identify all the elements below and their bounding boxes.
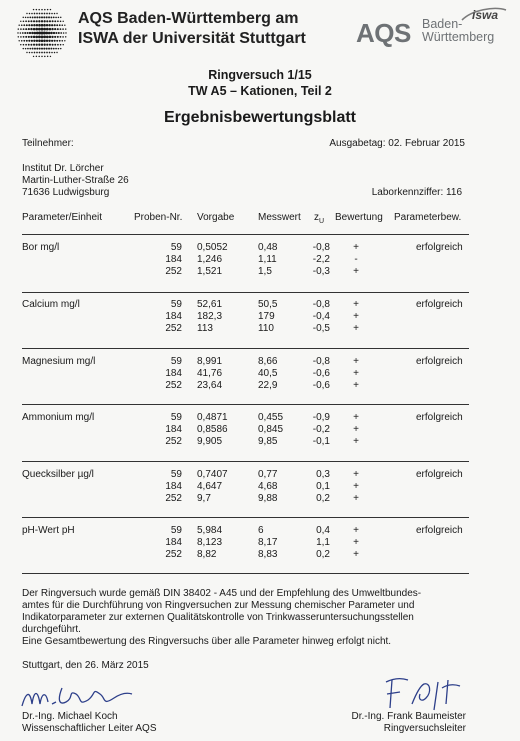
signer-left-name: Dr.-Ing. Michael Koch (22, 711, 118, 722)
table-rule (22, 234, 469, 235)
header-title-line1: AQS Baden-Württemberg am (78, 10, 299, 27)
footer-paragraph-line-1: Der Ringversuch wurde gemäß DIN 38402 - A45 und der Empfehlung des Umweltbundes- (22, 588, 422, 599)
zu-score: -0,8 (312, 356, 330, 367)
col-header-sample: Proben-Nr. (134, 212, 183, 223)
parameter-result: erfolgreich (416, 356, 463, 367)
aqs-bw-logo (356, 8, 506, 52)
measured-value: 4,68 (258, 481, 278, 492)
table-rule (22, 292, 469, 293)
parameter-name: Calcium mg/l (22, 299, 80, 310)
sample-number: 252 (165, 549, 182, 560)
table-rule (22, 461, 469, 462)
aqs-globe-logo (13, 7, 71, 59)
logo-iswa-text: iswa (472, 8, 499, 22)
measured-value: 0,48 (258, 242, 278, 253)
target-value: 0,4871 (197, 412, 228, 423)
measured-value: 8,17 (258, 537, 278, 548)
zu-score: -0,5 (312, 323, 330, 334)
target-value: 41,76 (197, 368, 223, 379)
parameter-name: pH-Wert pH (22, 525, 75, 536)
sample-number: 59 (170, 299, 182, 310)
table-rule (22, 348, 469, 349)
parameter-name: Quecksilber µg/l (22, 469, 94, 480)
zu-score: -0,8 (312, 299, 330, 310)
title-kationen: TW A5 – Kationen, Teil 2 (188, 84, 332, 98)
address-line-3: 71636 Ludwigsburg (22, 187, 110, 198)
sample-number: 184 (165, 424, 182, 435)
target-value: 0,5052 (197, 242, 228, 253)
col-header-param-rating: Parameterbew. (394, 212, 462, 223)
target-value: 0,8586 (197, 424, 228, 435)
sample-number: 59 (170, 242, 182, 253)
sample-number: 252 (165, 323, 182, 334)
logo-wuerttemberg-text: Württemberg (422, 30, 495, 44)
sample-number: 252 (165, 266, 182, 277)
rating-sign: + (353, 356, 359, 367)
target-value: 9,7 (197, 493, 211, 504)
zu-score: -0,9 (312, 412, 330, 423)
rating-sign: + (353, 481, 359, 492)
measured-value: 1,5 (258, 266, 272, 277)
title-ringversuch: Ringversuch 1/15 (208, 68, 312, 82)
zu-score: 0,2 (316, 549, 330, 560)
parameter-name: Magnesium mg/l (22, 356, 96, 367)
address-line-2: Martin-Luther-Straße 26 (22, 175, 129, 186)
sample-number: 252 (165, 493, 182, 504)
footer-paragraph-line-3: Indikatorparameter zur externen Qualitätskontrolle von Trinkwasseruntersuchungsstellen (22, 612, 414, 623)
measured-value: 9,88 (258, 493, 278, 504)
sample-number: 59 (170, 356, 182, 367)
signature-left (18, 680, 138, 714)
table-rule (22, 404, 469, 405)
sample-number: 59 (170, 469, 182, 480)
measured-value: 179 (258, 311, 275, 322)
sample-number: 184 (165, 254, 182, 265)
rating-sign: + (353, 537, 359, 548)
measured-value: 0,455 (258, 412, 284, 423)
col-header-param: Parameter/Einheit (22, 212, 103, 223)
rating-sign: + (353, 323, 359, 334)
zu-score: 0,4 (316, 525, 330, 536)
rating-sign: + (353, 242, 359, 253)
measured-value: 50,5 (258, 299, 278, 310)
sample-number: 184 (165, 311, 182, 322)
measured-value: 8,83 (258, 549, 278, 560)
zu-score: -0,4 (312, 311, 330, 322)
signature-right (382, 674, 472, 714)
sample-number: 184 (165, 368, 182, 379)
measured-value: 6 (258, 525, 264, 536)
page-title: Ergebnisbewertungsblatt (163, 109, 357, 126)
col-header-zu: $z_U$ (314, 212, 325, 225)
target-value: 23,64 (197, 380, 223, 391)
table-rule (22, 573, 469, 574)
sample-number: 184 (165, 481, 182, 492)
zu-score: 0,1 (316, 481, 330, 492)
footer-paragraph-line-5: Eine Gesamtbewertung des Ringversuchs über alle Parameter hinweg erfolgt nicht. (22, 636, 392, 647)
parameter-result: erfolgreich (416, 299, 463, 310)
sample-number: 59 (170, 412, 182, 423)
measured-value: 8,66 (258, 356, 278, 367)
zu-score: -0,2 (312, 424, 330, 435)
rating-sign: + (353, 436, 359, 447)
zu-score: 0,3 (316, 469, 330, 480)
zu-score: 0,2 (316, 493, 330, 504)
measured-value: 0,77 (258, 469, 278, 480)
zu-score: -0,6 (312, 368, 330, 379)
logo-baden-text: Baden- (422, 17, 463, 31)
rating-sign: + (353, 493, 359, 504)
rating-sign: + (353, 266, 359, 277)
zu-score: -0,8 (312, 242, 330, 253)
measured-value: 9,85 (258, 436, 278, 447)
rating-sign: + (353, 380, 359, 391)
target-value: 8,123 (197, 537, 223, 548)
parameter-result: erfolgreich (416, 412, 463, 423)
participant-label: Teilnehmer: (22, 138, 74, 149)
rating-sign: + (353, 424, 359, 435)
signer-right-role: Ringversuchsleiter (383, 723, 466, 734)
target-value: 182,3 (197, 311, 223, 322)
issue-date: Ausgabetag: 02. Februar 2015 (329, 138, 465, 149)
sample-number: 252 (165, 380, 182, 391)
address-line-1: Institut Dr. Lörcher (22, 163, 104, 174)
rating-sign: - (354, 254, 358, 265)
rating-sign: + (353, 299, 359, 310)
footer-paragraph-line-2: amtes für die Durchführung von Ringversuchen zur Messung chemischer Parameter und (22, 600, 415, 611)
signer-right-name: Dr.-Ing. Frank Baumeister (351, 711, 466, 722)
rating-sign: + (353, 549, 359, 560)
zu-score: -0,6 (312, 380, 330, 391)
target-value: 9,905 (197, 436, 223, 447)
lab-code: Laborkennziffer: 116 (371, 187, 462, 198)
measured-value: 1,11 (258, 254, 277, 265)
footer-paragraph-line-4: durchgeführt. (22, 624, 81, 635)
sample-number: 252 (165, 436, 182, 447)
measured-value: 110 (258, 323, 274, 334)
zu-score: 1,1 (316, 537, 330, 548)
rating-sign: + (353, 469, 359, 480)
target-value: 8,991 (197, 356, 223, 367)
target-value: 8,82 (197, 549, 217, 560)
logo-aqs-text: AQS (356, 18, 411, 48)
zu-score: -0,1 (312, 436, 330, 447)
col-header-rating: Bewertung (335, 212, 383, 223)
col-header-target: Vorgabe (197, 212, 235, 223)
target-value: 5,984 (197, 525, 223, 536)
sample-number: 184 (165, 537, 182, 548)
parameter-result: erfolgreich (416, 469, 463, 480)
date-line: Stuttgart, den 26. März 2015 (22, 660, 149, 671)
target-value: 0,7407 (197, 469, 228, 480)
table-rule (22, 517, 469, 518)
target-value: 4,647 (197, 481, 223, 492)
parameter-name: Ammonium mg/l (22, 412, 95, 423)
measured-value: 22,9 (258, 380, 278, 391)
rating-sign: + (353, 412, 359, 423)
target-value: 113 (197, 323, 213, 334)
parameter-result: erfolgreich (416, 525, 463, 536)
parameter-name: Bor mg/l (22, 242, 60, 253)
rating-sign: + (353, 368, 359, 379)
rating-sign: + (353, 525, 359, 536)
rating-sign: + (353, 311, 359, 322)
target-value: 52,61 (197, 299, 223, 310)
measured-value: 0,845 (258, 424, 284, 435)
signer-left-role: Wissenschaftlicher Leiter AQS (22, 723, 157, 734)
measured-value: 40,5 (258, 368, 278, 379)
col-header-measured: Messwert (258, 212, 301, 223)
sample-number: 59 (170, 525, 182, 536)
target-value: 1,521 (197, 266, 223, 277)
header-title-line2: ISWA der Universität Stuttgart (78, 30, 306, 47)
zu-score: -2,2 (312, 254, 330, 265)
zu-score: -0,3 (312, 266, 330, 277)
parameter-result: erfolgreich (416, 242, 463, 253)
target-value: 1,246 (197, 254, 223, 265)
